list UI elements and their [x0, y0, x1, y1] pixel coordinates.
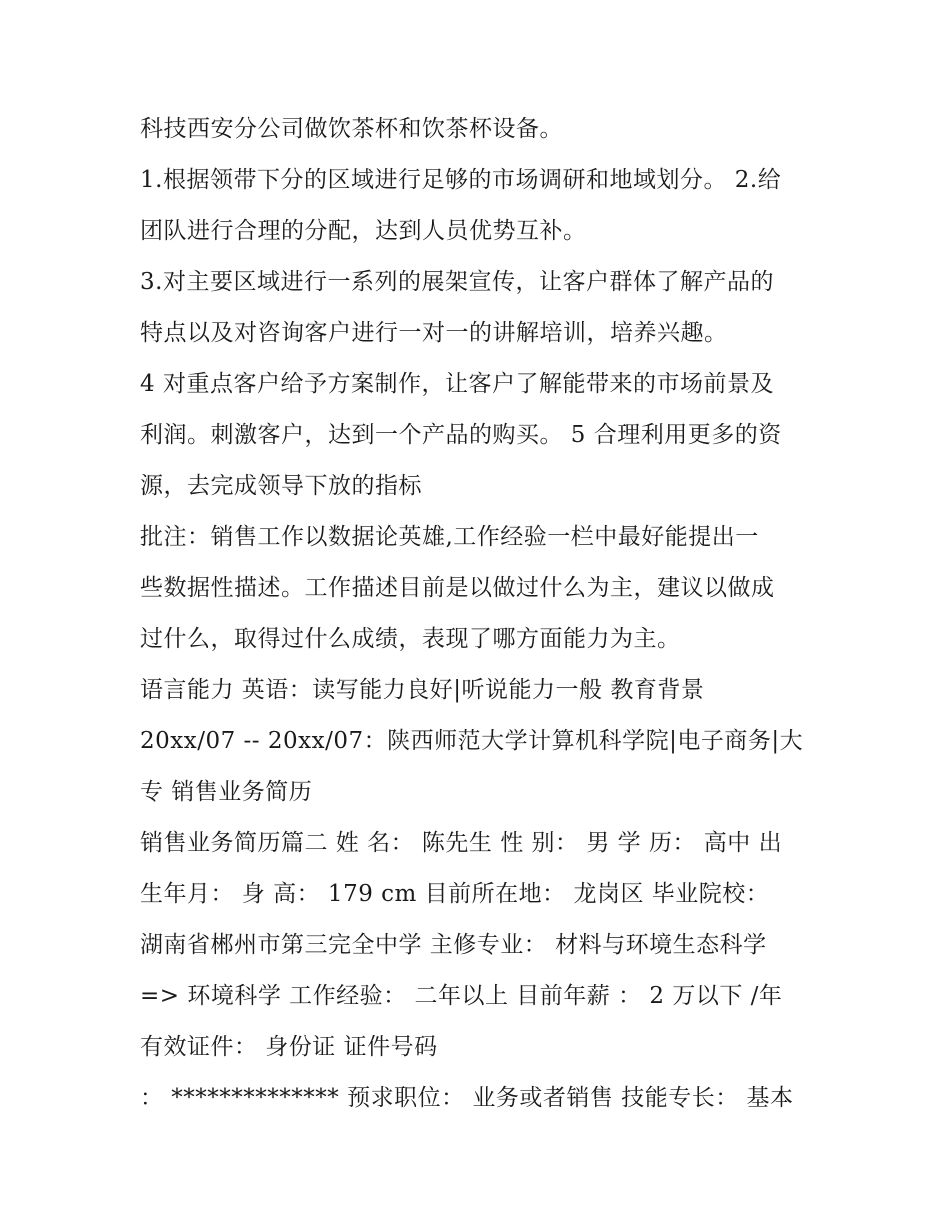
- text-line: 生年月： 身 高： 179 cm 目前所在地： 龙岗区 毕业院校：: [140, 881, 770, 907]
- text-line: 过什么，取得过什么成绩，表现了哪方面能力为主。: [140, 626, 681, 652]
- text-line: 团队进行合理的分配，达到人员优势互补。: [140, 218, 587, 244]
- text-line: 语言能力 英语：读写能力良好|听说能力一般 教育背景: [140, 677, 705, 703]
- text-line: 20xx/07 -- 20xx/07：陕西师范大学计算机科学院|电子商务|大: [140, 728, 804, 754]
- text-line: 利润。刺激客户，达到一个产品的购买。 5 合理利用更多的资: [140, 422, 782, 448]
- text-line: 源，去完成领导下放的指标: [140, 473, 422, 499]
- text-line: 专 销售业务简历: [140, 779, 313, 805]
- text-line: 4 对重点客户给予方案制作，让客户了解能带来的市场前景及: [140, 371, 774, 397]
- text-line: 湖南省郴州市第三完全中学 主修专业： 材料与环境生态科学: [140, 932, 767, 958]
- text-line: 些数据性描述。工作描述目前是以做过什么为主，建议以做成: [140, 575, 775, 601]
- text-line: 批注：销售工作以数据论英雄,工作经验一栏中最好能提出一: [140, 524, 759, 550]
- text-line: 科技西安分公司做饮茶杯和饮茶杯设备。: [140, 116, 563, 142]
- text-line: ： ************** 预求职位： 业务或者销售 技能专长： 基本: [140, 1085, 794, 1111]
- text-line: 1.根据领带下分的区域进行足够的市场调研和地域划分。 2.给: [140, 167, 782, 193]
- document-body: [140, 104, 830, 1124]
- text-line: 3.对主要区域进行一系列的展架宣传，让客户群体了解产品的: [140, 269, 774, 295]
- text-line: 有效证件： 身份证 证件号码: [140, 1034, 438, 1060]
- text-line: 销售业务简历篇二 姓 名： 陈先生 性 别： 男 学 历： 高中 出: [140, 830, 783, 856]
- text-line: => 环境科学 工作经验： 二年以上 目前年薪 ： 2 万以下 /年: [140, 983, 783, 1009]
- text-line: 特点以及对咨询客户进行一对一的讲解培训，培养兴趣。: [140, 320, 728, 346]
